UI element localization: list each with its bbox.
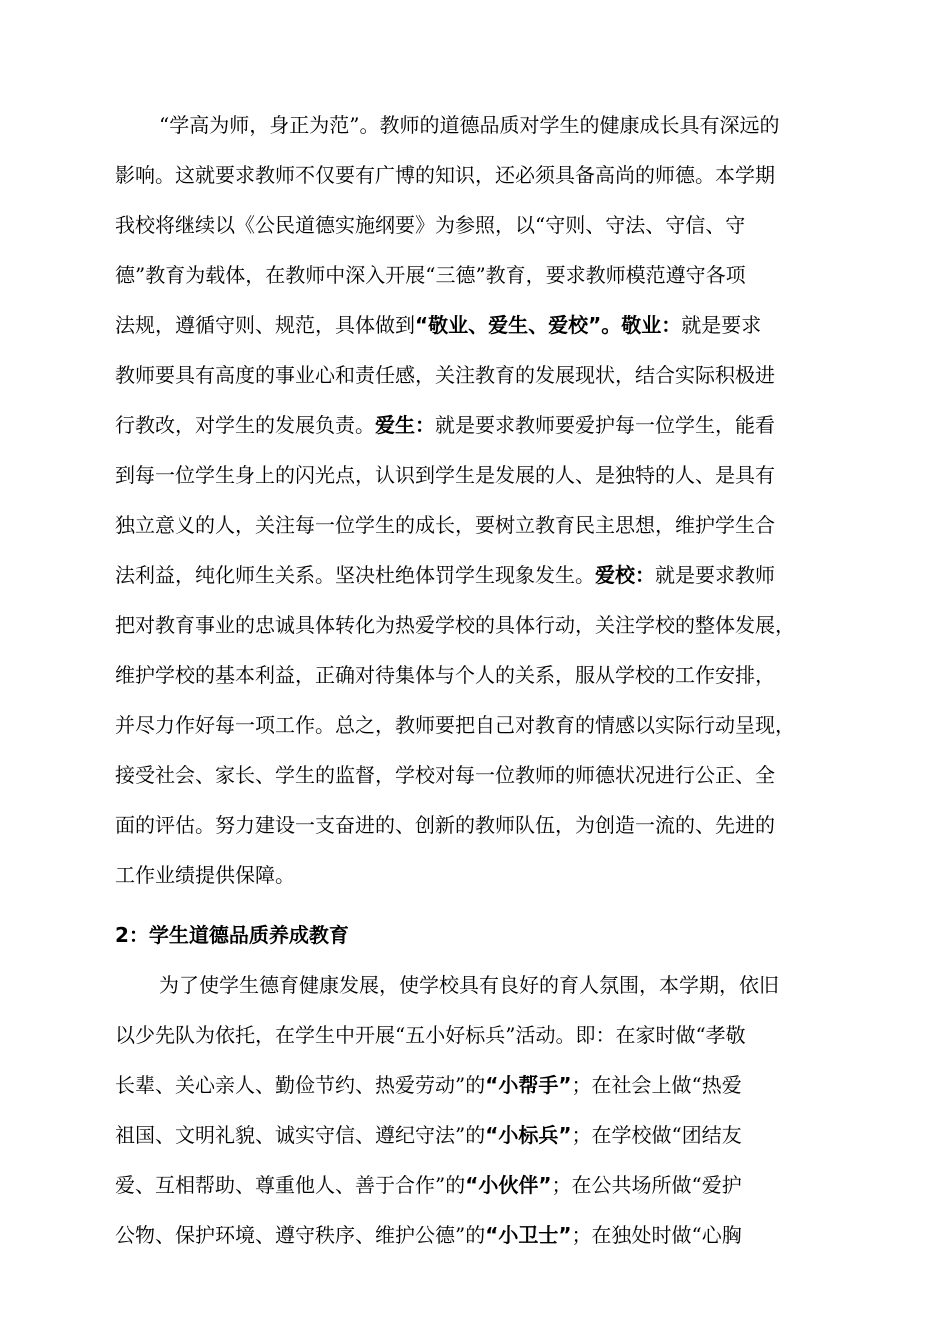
text-line: 以少先队为依托，在学生中开展“五小好标兵”活动。即：在家时做“孝敬: [115, 1023, 746, 1047]
text-line: 为了使学生德育健康发展，使学校具有良好的育人氛围，本学期，依旧: [159, 973, 779, 997]
text-line: 把对教育事业的忠诚具体转化为热爱学校的具体行动，关注学校的整体发展，: [115, 613, 795, 637]
text-line: 教师要具有高度的事业心和责任感，关注教育的发展现状，结合实际积极进: [115, 363, 775, 387]
text-line: [115, 400, 867, 450]
paragraph-student-ethics: [115, 960, 867, 1260]
text-run: 就是要求: [681, 313, 762, 337]
text-line: 工作业绩提供保障。: [115, 863, 295, 887]
text-line: [115, 1210, 867, 1260]
bold-run: “小伙伴”: [465, 1173, 552, 1197]
text-line: [115, 550, 867, 600]
text-run: 就是要求教师: [655, 563, 775, 587]
section-heading: 2：学生道德品质养成教育: [115, 923, 349, 947]
text-line: 独立意义的人，关注每一位学生的成长，要树立教育民主思想，维护学生合: [115, 513, 775, 537]
text-run: ；在独处时做“心胸: [571, 1223, 742, 1247]
text-run: 长辈、关心亲人、勤俭节约、热爱劳动”的: [115, 1073, 486, 1097]
bold-run: “小卫士”: [485, 1223, 572, 1247]
text-line: 维护学校的基本利益，正确对待集体与个人的关系，服从学校的工作安排，: [115, 663, 775, 687]
bold-run: “小帮手”: [485, 1073, 572, 1097]
text-line: 德”教育为载体，在教师中深入开展“三德”教育，要求教师模范遵守各项: [115, 263, 746, 287]
text-line: [115, 300, 867, 350]
text-line: 我校将继续以《公民道德实施纲要》为参照，以“守则、守法、守信、守: [115, 213, 746, 237]
bold-run: “小标兵”: [485, 1123, 572, 1147]
text-run: ；在公共场所做“爱护: [551, 1173, 742, 1197]
text-line: 接受社会、家长、学生的监督，学校对每一位教师的师德状况进行公正、全: [115, 763, 775, 787]
text-line: [115, 1110, 867, 1160]
text-line: “学高为师，身正为范”。教师的道德品质对学生的健康成长具有深远的: [159, 113, 780, 137]
bold-run: 爱生：: [375, 413, 435, 437]
text-run: 法利益，纯化师生关系。坚决杜绝体罚学生现象发生。: [115, 563, 595, 587]
text-run: 行教改，对学生的发展负责。: [115, 413, 375, 437]
text-run: ；在学校做“团结友: [571, 1123, 742, 1147]
text-run: 法规，遵循守则、规范，具体做到: [115, 313, 415, 337]
bold-run: 爱校：: [595, 563, 655, 587]
bold-run: “敬业、爱生、爱校”。敬业：: [415, 313, 682, 337]
text-run: 公物、保护环境、遵守秩序、维护公德”的: [115, 1223, 486, 1247]
text-run: 祖国、文明礼貌、诚实守信、遵纪守法”的: [115, 1123, 486, 1147]
text-line: [115, 1160, 867, 1210]
text-run: 就是要求教师要爱护每一位学生，能看: [435, 413, 775, 437]
text-line: 到每一位学生身上的闪光点，认识到学生是发展的人、是独特的人、是具有: [115, 463, 775, 487]
text-line: [115, 1060, 867, 1110]
text-run: 爱、互相帮助、尊重他人、善于合作”的: [115, 1173, 466, 1197]
text-line: 影响。这就要求教师不仅要有广博的知识，还必须具备高尚的师德。本学期: [115, 163, 775, 187]
paragraph-teacher-ethics: [115, 100, 867, 900]
text-line: 面的评估。努力建设一支奋进的、创新的教师队伍，为创造一流的、先进的: [115, 813, 775, 837]
text-run: ；在社会上做“热爱: [571, 1073, 742, 1097]
text-line: 并尽力作好每一项工作。总之，教师要把自己对教育的情感以实际行动呈现，: [115, 713, 795, 737]
